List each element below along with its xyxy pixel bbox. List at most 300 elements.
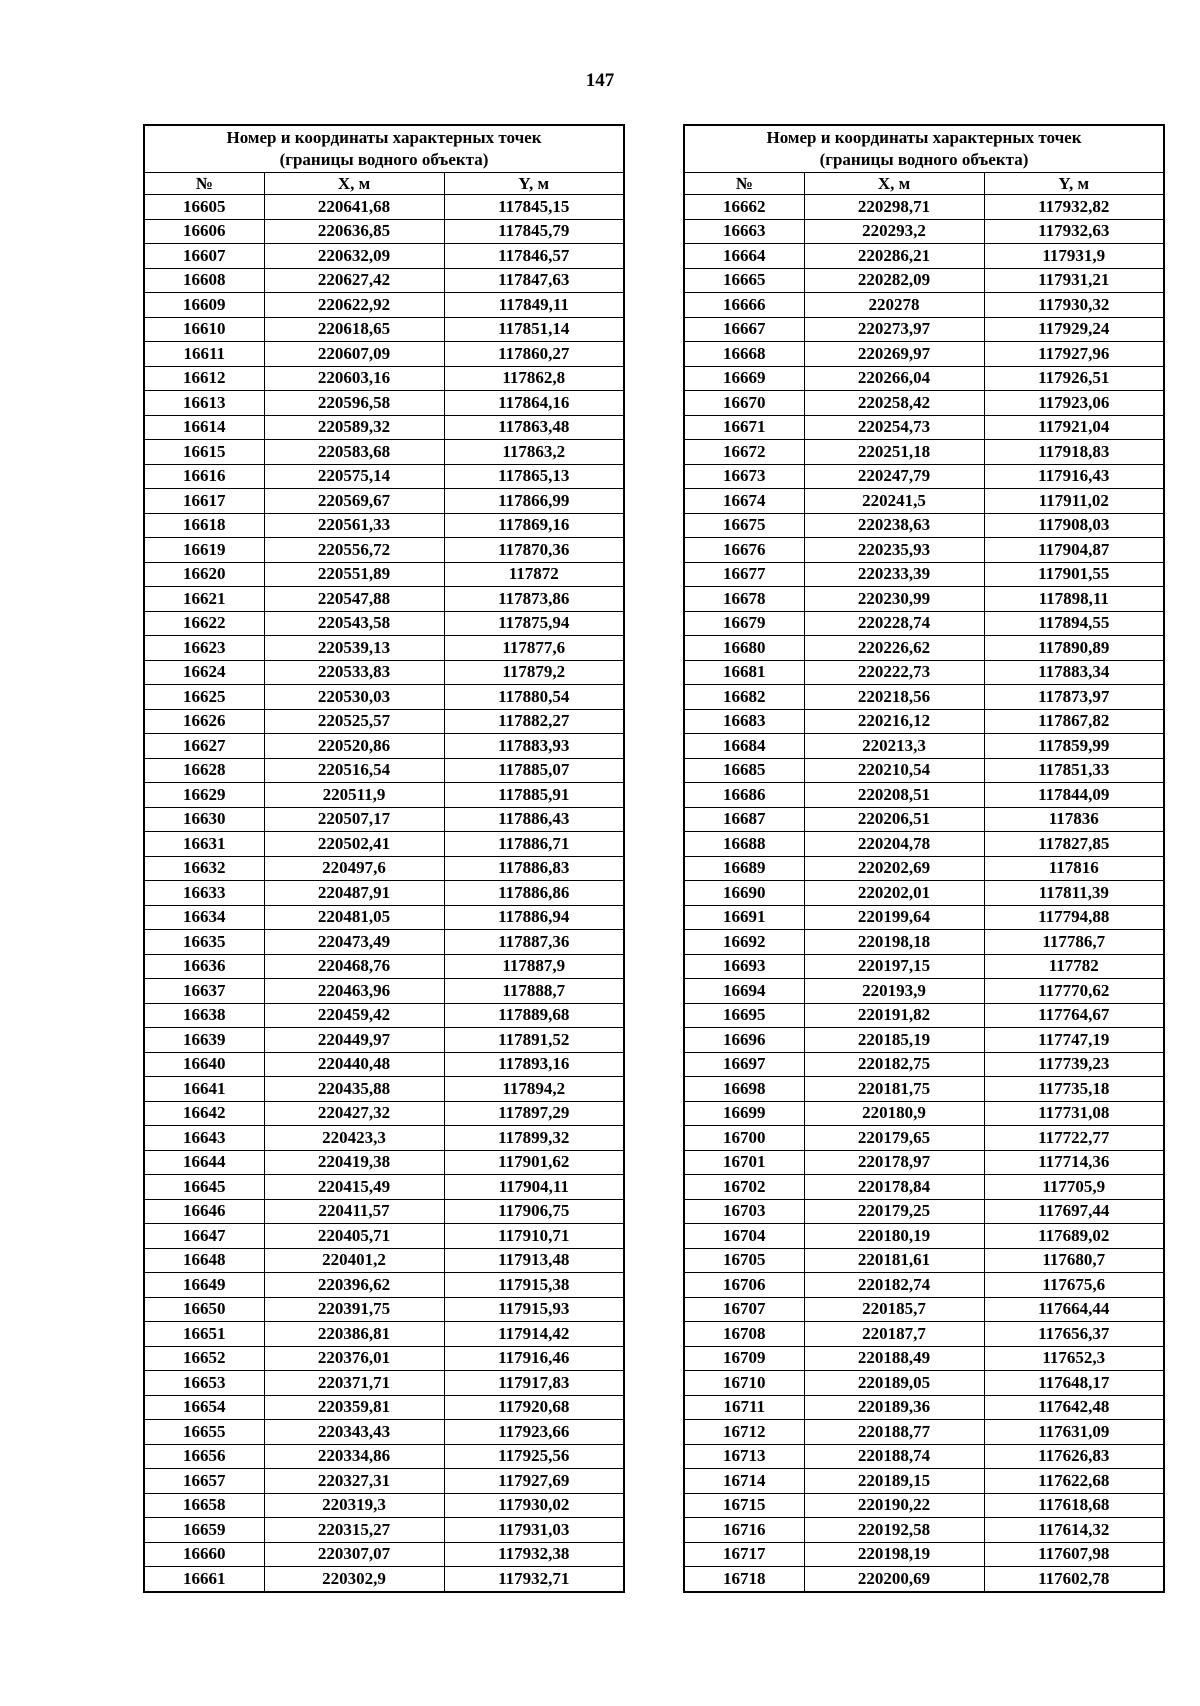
- y-coordinate: 117914,42: [444, 1322, 624, 1347]
- table-row: [684, 489, 1164, 514]
- point-number: 16700: [684, 1126, 804, 1151]
- point-number: 16699: [684, 1101, 804, 1126]
- y-coordinate: 117652,3: [984, 1346, 1164, 1371]
- point-number: 16635: [144, 930, 264, 955]
- table-caption: [684, 125, 1164, 173]
- table-row: [144, 1542, 624, 1567]
- y-coordinate: 117622,68: [984, 1469, 1164, 1494]
- point-number: 16708: [684, 1322, 804, 1347]
- point-number: 16688: [684, 832, 804, 857]
- table-row: [144, 734, 624, 759]
- x-coordinate: 220401,2: [264, 1248, 444, 1273]
- point-number: 16691: [684, 905, 804, 930]
- table-row: [144, 293, 624, 318]
- y-coordinate: 117845,15: [444, 195, 624, 220]
- point-number: 16620: [144, 562, 264, 587]
- table-row: [144, 489, 624, 514]
- x-coordinate: 220213,3: [804, 734, 984, 759]
- y-coordinate: 117602,78: [984, 1567, 1164, 1592]
- y-coordinate: 117927,96: [984, 342, 1164, 367]
- x-coordinate: 220627,42: [264, 268, 444, 293]
- point-number: 16674: [684, 489, 804, 514]
- point-number: 16654: [144, 1395, 264, 1420]
- x-coordinate: 220182,74: [804, 1273, 984, 1298]
- y-coordinate: 117618,68: [984, 1493, 1164, 1518]
- coordinates-table-right: [683, 124, 1165, 1593]
- x-coordinate: 220334,86: [264, 1444, 444, 1469]
- point-number: 16661: [144, 1567, 264, 1592]
- x-coordinate: 220188,77: [804, 1420, 984, 1445]
- y-coordinate: 117863,48: [444, 415, 624, 440]
- x-coordinate: 220230,99: [804, 587, 984, 612]
- y-coordinate: 117904,11: [444, 1175, 624, 1200]
- point-number: 16612: [144, 366, 264, 391]
- x-coordinate: 220396,62: [264, 1273, 444, 1298]
- x-coordinate: 220391,75: [264, 1297, 444, 1322]
- y-coordinate: 117894,2: [444, 1077, 624, 1102]
- y-coordinate: 117888,7: [444, 979, 624, 1004]
- table-row: [684, 293, 1164, 318]
- y-coordinate: 117867,82: [984, 709, 1164, 734]
- table-row: [144, 930, 624, 955]
- point-number: 16666: [684, 293, 804, 318]
- x-coordinate: 220233,39: [804, 562, 984, 587]
- table-row: [144, 1297, 624, 1322]
- point-number: 16613: [144, 391, 264, 416]
- page-number: 147: [585, 70, 615, 91]
- table-row: [144, 195, 624, 220]
- point-number: 16622: [144, 611, 264, 636]
- table-row: [684, 734, 1164, 759]
- y-coordinate: 117875,94: [444, 611, 624, 636]
- y-coordinate: 117642,48: [984, 1395, 1164, 1420]
- x-coordinate: 220282,09: [804, 268, 984, 293]
- caption-line-1: Номер и координаты характерных точек: [226, 128, 542, 147]
- point-number: 16677: [684, 562, 804, 587]
- table-row: [684, 415, 1164, 440]
- y-coordinate: 117614,32: [984, 1518, 1164, 1543]
- point-number: 16652: [144, 1346, 264, 1371]
- x-coordinate: 220199,64: [804, 905, 984, 930]
- point-number: 16621: [144, 587, 264, 612]
- point-number: 16679: [684, 611, 804, 636]
- table-row: [144, 636, 624, 661]
- point-number: 16632: [144, 856, 264, 881]
- point-number: 16619: [144, 538, 264, 563]
- x-coordinate: 220269,97: [804, 342, 984, 367]
- table-row: [144, 342, 624, 367]
- table-row: [144, 783, 624, 808]
- point-number: 16605: [144, 195, 264, 220]
- table-row: [684, 1003, 1164, 1028]
- table-row: [684, 1101, 1164, 1126]
- point-number: 16698: [684, 1077, 804, 1102]
- table-row: [144, 1395, 624, 1420]
- y-coordinate: 117844,09: [984, 783, 1164, 808]
- table-row: [684, 1322, 1164, 1347]
- x-coordinate: 220497,6: [264, 856, 444, 881]
- point-number: 16671: [684, 415, 804, 440]
- point-number: 16715: [684, 1493, 804, 1518]
- table-row: [684, 1542, 1164, 1567]
- x-coordinate: 220266,04: [804, 366, 984, 391]
- y-coordinate: 117714,36: [984, 1150, 1164, 1175]
- y-coordinate: 117916,43: [984, 464, 1164, 489]
- point-number: 16637: [144, 979, 264, 1004]
- x-coordinate: 220583,68: [264, 440, 444, 465]
- column-header-number: №: [684, 173, 804, 195]
- x-coordinate: 220210,54: [804, 758, 984, 783]
- x-coordinate: 220228,74: [804, 611, 984, 636]
- x-coordinate: 220423,3: [264, 1126, 444, 1151]
- y-coordinate: 117731,08: [984, 1101, 1164, 1126]
- point-number: 16689: [684, 856, 804, 881]
- y-coordinate: 117607,98: [984, 1542, 1164, 1567]
- x-coordinate: 220302,9: [264, 1567, 444, 1592]
- y-coordinate: 117917,83: [444, 1371, 624, 1396]
- table-body: [684, 195, 1164, 1592]
- table-row: [144, 538, 624, 563]
- point-number: 16623: [144, 636, 264, 661]
- y-coordinate: 117893,16: [444, 1052, 624, 1077]
- x-coordinate: 220315,27: [264, 1518, 444, 1543]
- table-row: [684, 1469, 1164, 1494]
- x-coordinate: 220181,75: [804, 1077, 984, 1102]
- point-number: 16657: [144, 1469, 264, 1494]
- y-coordinate: 117705,9: [984, 1175, 1164, 1200]
- x-coordinate: 220569,67: [264, 489, 444, 514]
- table-row: [684, 954, 1164, 979]
- y-coordinate: 117631,09: [984, 1420, 1164, 1445]
- point-number: 16659: [144, 1518, 264, 1543]
- point-number: 16655: [144, 1420, 264, 1445]
- point-number: 16658: [144, 1493, 264, 1518]
- x-coordinate: 220520,86: [264, 734, 444, 759]
- table-row: [684, 1175, 1164, 1200]
- x-coordinate: 220200,69: [804, 1567, 984, 1592]
- x-coordinate: 220204,78: [804, 832, 984, 857]
- y-coordinate: 117921,04: [984, 415, 1164, 440]
- table-row: [144, 317, 624, 342]
- y-coordinate: 117930,32: [984, 293, 1164, 318]
- point-number: 16709: [684, 1346, 804, 1371]
- y-coordinate: 117664,44: [984, 1297, 1164, 1322]
- point-number: 16693: [684, 954, 804, 979]
- y-coordinate: 117923,06: [984, 391, 1164, 416]
- point-number: 16634: [144, 905, 264, 930]
- point-number: 16706: [684, 1273, 804, 1298]
- x-coordinate: 220179,25: [804, 1199, 984, 1224]
- table-row: [144, 611, 624, 636]
- x-coordinate: 220185,19: [804, 1028, 984, 1053]
- x-coordinate: 220507,17: [264, 807, 444, 832]
- x-coordinate: 220258,42: [804, 391, 984, 416]
- table-row: [144, 905, 624, 930]
- table-row: [144, 1469, 624, 1494]
- point-number: 16653: [144, 1371, 264, 1396]
- caption-line-2: (границы водного объекта): [279, 150, 489, 169]
- y-coordinate: 117845,79: [444, 219, 624, 244]
- table-row: [684, 1420, 1164, 1445]
- x-coordinate: 220198,19: [804, 1542, 984, 1567]
- table-row: [684, 856, 1164, 881]
- point-number: 16705: [684, 1248, 804, 1273]
- x-coordinate: 220189,05: [804, 1371, 984, 1396]
- point-number: 16665: [684, 268, 804, 293]
- table-row: [144, 1248, 624, 1273]
- x-coordinate: 220193,9: [804, 979, 984, 1004]
- y-coordinate: 117869,16: [444, 513, 624, 538]
- table-row: [684, 930, 1164, 955]
- point-number: 16672: [684, 440, 804, 465]
- point-number: 16609: [144, 293, 264, 318]
- y-coordinate: 117886,94: [444, 905, 624, 930]
- y-coordinate: 117920,68: [444, 1395, 624, 1420]
- table-row: [144, 1028, 624, 1053]
- x-coordinate: 220632,09: [264, 244, 444, 269]
- x-coordinate: 220511,9: [264, 783, 444, 808]
- table-row: [144, 268, 624, 293]
- point-number: 16696: [684, 1028, 804, 1053]
- table-row: [684, 268, 1164, 293]
- table-row: [684, 1273, 1164, 1298]
- y-coordinate: 117689,02: [984, 1224, 1164, 1249]
- y-coordinate: 117811,39: [984, 881, 1164, 906]
- y-coordinate: 117847,63: [444, 268, 624, 293]
- x-coordinate: 220440,48: [264, 1052, 444, 1077]
- y-coordinate: 117870,36: [444, 538, 624, 563]
- x-coordinate: 220603,16: [264, 366, 444, 391]
- point-number: 16608: [144, 268, 264, 293]
- table-row: [144, 1224, 624, 1249]
- point-number: 16710: [684, 1371, 804, 1396]
- y-coordinate: 117873,97: [984, 685, 1164, 710]
- table-row: [684, 1444, 1164, 1469]
- y-coordinate: 117827,85: [984, 832, 1164, 857]
- point-number: 16681: [684, 660, 804, 685]
- table-row: [684, 464, 1164, 489]
- y-coordinate: 117860,27: [444, 342, 624, 367]
- point-number: 16614: [144, 415, 264, 440]
- x-coordinate: 220206,51: [804, 807, 984, 832]
- point-number: 16610: [144, 317, 264, 342]
- x-coordinate: 220189,15: [804, 1469, 984, 1494]
- point-number: 16663: [684, 219, 804, 244]
- y-coordinate: 117851,14: [444, 317, 624, 342]
- point-number: 16645: [144, 1175, 264, 1200]
- x-coordinate: 220419,38: [264, 1150, 444, 1175]
- y-coordinate: 117836: [984, 807, 1164, 832]
- table-row: [684, 219, 1164, 244]
- x-coordinate: 220180,19: [804, 1224, 984, 1249]
- point-number: 16714: [684, 1469, 804, 1494]
- table-row: [144, 1175, 624, 1200]
- table-row: [144, 1150, 624, 1175]
- table-row: [144, 1273, 624, 1298]
- table-row: [144, 1077, 624, 1102]
- table-row: [684, 440, 1164, 465]
- x-coordinate: 220641,68: [264, 195, 444, 220]
- point-number: 16697: [684, 1052, 804, 1077]
- y-coordinate: 117931,9: [984, 244, 1164, 269]
- y-coordinate: 117865,13: [444, 464, 624, 489]
- table-row: [684, 979, 1164, 1004]
- x-coordinate: 220533,83: [264, 660, 444, 685]
- y-coordinate: 117885,91: [444, 783, 624, 808]
- table-row: [144, 758, 624, 783]
- column-header-y: Y, м: [444, 173, 624, 195]
- x-coordinate: 220415,49: [264, 1175, 444, 1200]
- point-number: 16629: [144, 783, 264, 808]
- table-row: [144, 1199, 624, 1224]
- x-coordinate: 220273,97: [804, 317, 984, 342]
- y-coordinate: 117886,86: [444, 881, 624, 906]
- x-coordinate: 220198,18: [804, 930, 984, 955]
- x-coordinate: 220463,96: [264, 979, 444, 1004]
- point-number: 16651: [144, 1322, 264, 1347]
- table-row: [684, 1518, 1164, 1543]
- y-coordinate: 117886,71: [444, 832, 624, 857]
- table-row: [684, 317, 1164, 342]
- point-number: 16673: [684, 464, 804, 489]
- y-coordinate: 117863,2: [444, 440, 624, 465]
- x-coordinate: 220286,21: [804, 244, 984, 269]
- table-row: [144, 1371, 624, 1396]
- y-coordinate: 117885,07: [444, 758, 624, 783]
- x-coordinate: 220618,65: [264, 317, 444, 342]
- x-coordinate: 220561,33: [264, 513, 444, 538]
- point-number: 16712: [684, 1420, 804, 1445]
- point-number: 16650: [144, 1297, 264, 1322]
- table-row: [144, 954, 624, 979]
- table-row: [684, 513, 1164, 538]
- caption-line-2: (границы водного объекта): [819, 150, 1029, 169]
- y-coordinate: 117879,2: [444, 660, 624, 685]
- x-coordinate: 220307,07: [264, 1542, 444, 1567]
- point-number: 16675: [684, 513, 804, 538]
- table-row: [144, 1518, 624, 1543]
- y-coordinate: 117722,77: [984, 1126, 1164, 1151]
- column-header-x: X, м: [264, 173, 444, 195]
- x-coordinate: 220411,57: [264, 1199, 444, 1224]
- point-number: 16669: [684, 366, 804, 391]
- table-row: [684, 538, 1164, 563]
- x-coordinate: 220551,89: [264, 562, 444, 587]
- table-row: [684, 1224, 1164, 1249]
- x-coordinate: 220319,3: [264, 1493, 444, 1518]
- table-row: [144, 832, 624, 857]
- point-number: 16694: [684, 979, 804, 1004]
- x-coordinate: 220181,61: [804, 1248, 984, 1273]
- table-row: [684, 758, 1164, 783]
- y-coordinate: 117906,75: [444, 1199, 624, 1224]
- table-row: [144, 881, 624, 906]
- x-coordinate: 220188,74: [804, 1444, 984, 1469]
- y-coordinate: 117883,34: [984, 660, 1164, 685]
- table-row: [144, 391, 624, 416]
- table-row: [144, 440, 624, 465]
- y-coordinate: 117911,02: [984, 489, 1164, 514]
- table-row: [684, 832, 1164, 857]
- point-number: 16617: [144, 489, 264, 514]
- point-number: 16683: [684, 709, 804, 734]
- point-number: 16711: [684, 1395, 804, 1420]
- x-coordinate: 220247,79: [804, 464, 984, 489]
- x-coordinate: 220502,41: [264, 832, 444, 857]
- x-coordinate: 220202,01: [804, 881, 984, 906]
- y-coordinate: 117901,55: [984, 562, 1164, 587]
- table-row: [684, 1077, 1164, 1102]
- point-number: 16618: [144, 513, 264, 538]
- point-number: 16686: [684, 783, 804, 808]
- table-row: [144, 587, 624, 612]
- table-row: [684, 342, 1164, 367]
- caption-line-1: Номер и координаты характерных точек: [766, 128, 1082, 147]
- y-coordinate: 117931,03: [444, 1518, 624, 1543]
- y-coordinate: 117932,38: [444, 1542, 624, 1567]
- table-row: [144, 244, 624, 269]
- x-coordinate: 220241,5: [804, 489, 984, 514]
- point-number: 16626: [144, 709, 264, 734]
- x-coordinate: 220473,49: [264, 930, 444, 955]
- column-header-number: №: [144, 173, 264, 195]
- x-coordinate: 220543,58: [264, 611, 444, 636]
- x-coordinate: 220636,85: [264, 219, 444, 244]
- table-row: [144, 513, 624, 538]
- x-coordinate: 220216,12: [804, 709, 984, 734]
- point-number: 16615: [144, 440, 264, 465]
- y-coordinate: 117882,27: [444, 709, 624, 734]
- table-row: [144, 366, 624, 391]
- table-row: [684, 587, 1164, 612]
- x-coordinate: 220607,09: [264, 342, 444, 367]
- x-coordinate: 220251,18: [804, 440, 984, 465]
- y-coordinate: 117910,71: [444, 1224, 624, 1249]
- x-coordinate: 220481,05: [264, 905, 444, 930]
- table-row: [684, 611, 1164, 636]
- y-coordinate: 117886,43: [444, 807, 624, 832]
- table-row: [144, 1126, 624, 1151]
- y-coordinate: 117915,38: [444, 1273, 624, 1298]
- y-coordinate: 117697,44: [984, 1199, 1164, 1224]
- table-row: [684, 366, 1164, 391]
- y-coordinate: 117877,6: [444, 636, 624, 661]
- table-row: [684, 195, 1164, 220]
- table-row: [144, 1003, 624, 1028]
- table-row: [684, 1126, 1164, 1151]
- y-coordinate: 117897,29: [444, 1101, 624, 1126]
- x-coordinate: 220386,81: [264, 1322, 444, 1347]
- table-row: [144, 660, 624, 685]
- point-number: 16646: [144, 1199, 264, 1224]
- y-coordinate: 117880,54: [444, 685, 624, 710]
- y-coordinate: 117851,33: [984, 758, 1164, 783]
- x-coordinate: 220530,03: [264, 685, 444, 710]
- point-number: 16682: [684, 685, 804, 710]
- y-coordinate: 117916,46: [444, 1346, 624, 1371]
- x-coordinate: 220547,88: [264, 587, 444, 612]
- x-coordinate: 220197,15: [804, 954, 984, 979]
- point-number: 16630: [144, 807, 264, 832]
- point-number: 16649: [144, 1273, 264, 1298]
- x-coordinate: 220188,49: [804, 1346, 984, 1371]
- point-number: 16643: [144, 1126, 264, 1151]
- table-row: [144, 1346, 624, 1371]
- y-coordinate: 117908,03: [984, 513, 1164, 538]
- table-row: [144, 1052, 624, 1077]
- y-coordinate: 117864,16: [444, 391, 624, 416]
- point-number: 16668: [684, 342, 804, 367]
